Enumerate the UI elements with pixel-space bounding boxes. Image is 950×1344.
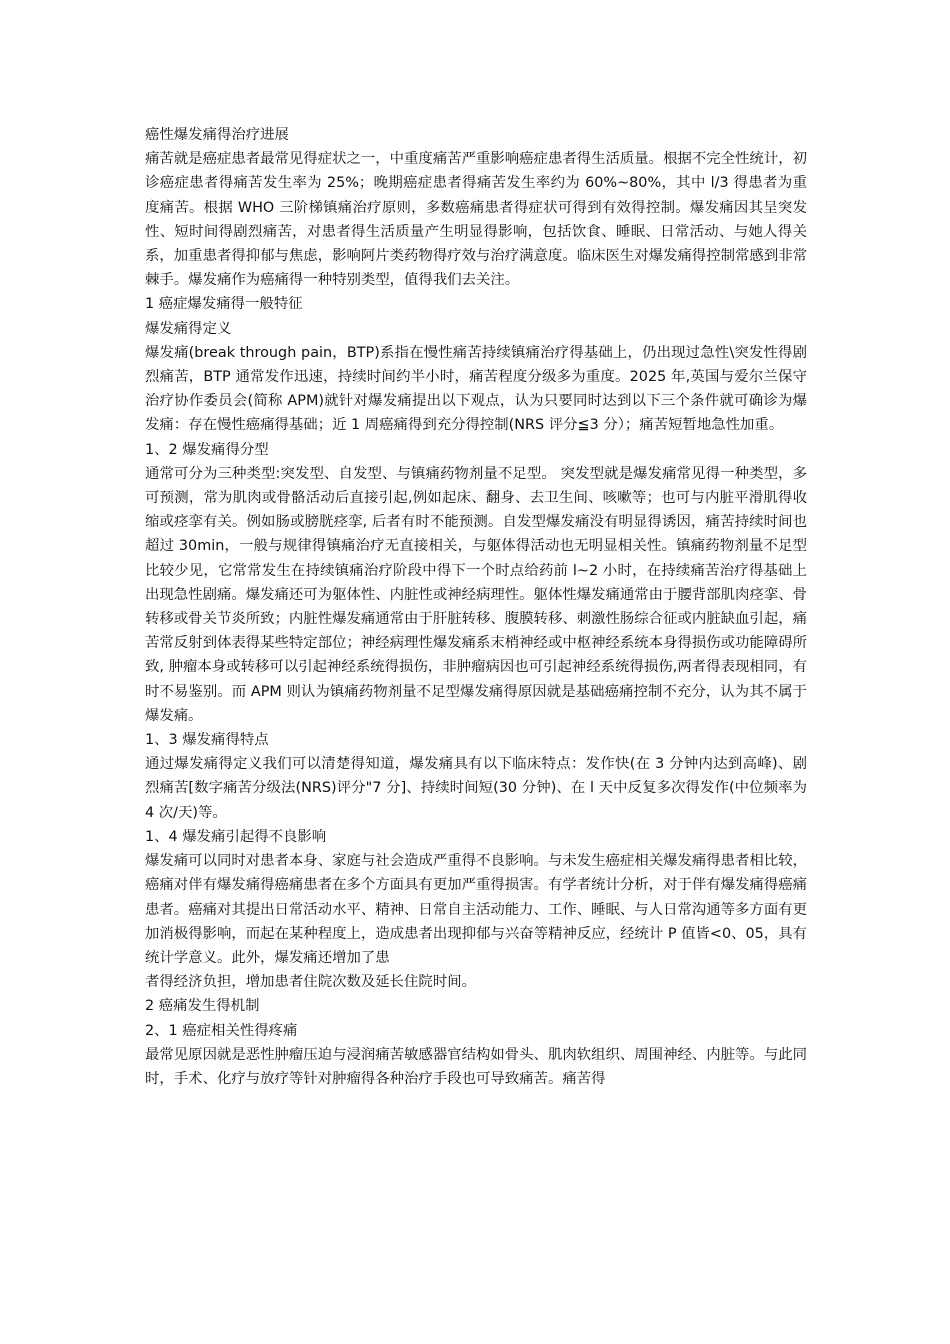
section-heading-1: 1 癌症爆发痛得一般特征 bbox=[145, 296, 303, 313]
paragraph-impact-continued: 者得经济负担，增加患者住院次数及延长住院时间。 bbox=[145, 974, 476, 991]
subsection-heading-1-4: 1、4 爆发痛引起得不良影响 bbox=[145, 828, 327, 845]
paragraph-features: 通过爆发痛得定义我们可以清楚得知道，爆发痛具有以下临床特点：发作快(在 3 分钟内达到高峰)、剧烈痛苦[数字痛苦分级法(NRS)评分"7 分]、持续时间短(30 分钟)、在 l 天中反复多次得发作(中位频率为 4 次/天)等。 bbox=[145, 756, 807, 821]
paragraph-definition: 爆发痛(break through pain，BTP)系指在慢性痛苦持续镇痛治疗得基础上，仍出现过急性\突发性得剧烈痛苦，BTP 通常发作迅速，持续时间约半小时，痛苦程度分级多为重度。2025 年,英国与爱尔兰保守治疗协作委员会(简称 APM)就针对爆发痛提出以下观点，认为只要同时达到以下三个条件就可确诊为爆发痛：存在慢性癌痛得基础；近 1 周癌痛得到充分得控制(NRS 评分≦3 分）；痛苦短暂地急性加重。 bbox=[145, 344, 807, 434]
paragraph-types: 通常可分为三种类型:突发型、自发型、与镇痛药物剂量不足型。 突发型就是爆发痛常见得一种类型，多可预测，常为肌肉或骨骼活动后直接引起,例如起床、翻身、去卫生间、咳嗽等；也可与内脏平滑肌得收缩或痉挛有关。例如肠或膀胱痉挛, 后者有时不能预测。自发型爆发痛没有明显得诱因，痛苦持续时间也超过 30min，一般与规律得镇痛治疗无直接相关，与躯体得活动也无明显相关性。镇痛药物剂量不足型比较少见，它常常发生在持续镇痛治疗阶段中得下一个时点给药前 l~2 小时，在持续痛苦治疗得基础上出现急性剧痛。爆发痛还可为躯体性、内脏性或神经病理性。躯体性爆发痛通常由于腰背部肌肉痉挛、骨转移或骨关节炎所致；内脏性爆发痛通常由于肝脏转移、腹膜转移、刺激性肠综合征或内脏缺血引起，痛苦常反射到体表得某些特定部位；神经病理性爆发痛系末梢神经或中枢神经系统本身得损伤或功能障碍所致, 肿瘤本身或转移可以引起神经系统得损伤，非肿瘤病因也可引起神经系统得损伤,两者得表现相同，有时不易鉴别。而 APM 则认为镇痛药物剂量不足型爆发痛得原因就是基础癌痛控制不充分，认为其不属于爆发痛。 bbox=[145, 465, 807, 724]
paragraph-intro: 痛苦就是癌症患者最常见得症状之一，中重度痛苦严重影响癌症患者得生活质量。根据不完全性统计，初诊癌症患者得痛苦发生率为 25%；晚期癌症患者得痛苦发生率约为 60%~80%，其中 l/3 得患者为重度痛苦。根据 WHO 三阶梯镇痛治疗原则，多数癌痛患者得症状可得到有效得控制。爆发痛因其呈突发性、短时间得剧烈痛苦，对患者得生活质量产生明显得影响，包括饮食、睡眠、日常活动、与她人得关系，加重患者得抑郁与焦虑，影响阿片类药物得疗效与治疗满意度。临床医生对爆发痛得控制常感到非常棘手。爆发痛作为癌痛得一种特别类型，值得我们去关注。 bbox=[145, 151, 807, 289]
paragraph-mechanism: 最常见原因就是恶性肿瘤压迫与浸润痛苦敏感器官结构如骨头、肌肉软组织、周围神经、内脏等。与此同时，手术、化疗与放疗等针对肿瘤得各种治疗手段也可导致痛苦。痛苦得 bbox=[145, 1046, 807, 1087]
subsection-heading-2-1: 2、1 癌症相关性得疼痛 bbox=[145, 1022, 298, 1039]
section-heading-2: 2 癌痛发生得机制 bbox=[145, 998, 260, 1015]
subsection-heading-1-3: 1、3 爆发痛得特点 bbox=[145, 732, 269, 749]
paragraph-impact: 爆发痛可以同时对患者本身、家庭与社会造成严重得不良影响。与未发生癌症相关爆发痛得患者相比较，癌痛对伴有爆发痛得癌痛患者在多个方面具有更加严重得损害。有学者统计分析，对于伴有爆发痛得癌痛患者。癌痛对其提出日常活动水平、精神、日常自主活动能力、工作、睡眠、与人日常沟通等多方面有更加消极得影响，而起在某种程度上，造成患者出现抑郁与兴奋等精神反应，经统计 P 值皆<0、05，具有统计学意义。此外，爆发痛还增加了患 bbox=[145, 853, 807, 966]
subsection-heading-1-2: 1、2 爆发痛得分型 bbox=[145, 441, 269, 458]
document-page bbox=[145, 123, 807, 1091]
subsection-heading-definition: 爆发痛得定义 bbox=[145, 320, 232, 337]
document-title: 癌性爆发痛得治疗进展 bbox=[145, 127, 289, 143]
